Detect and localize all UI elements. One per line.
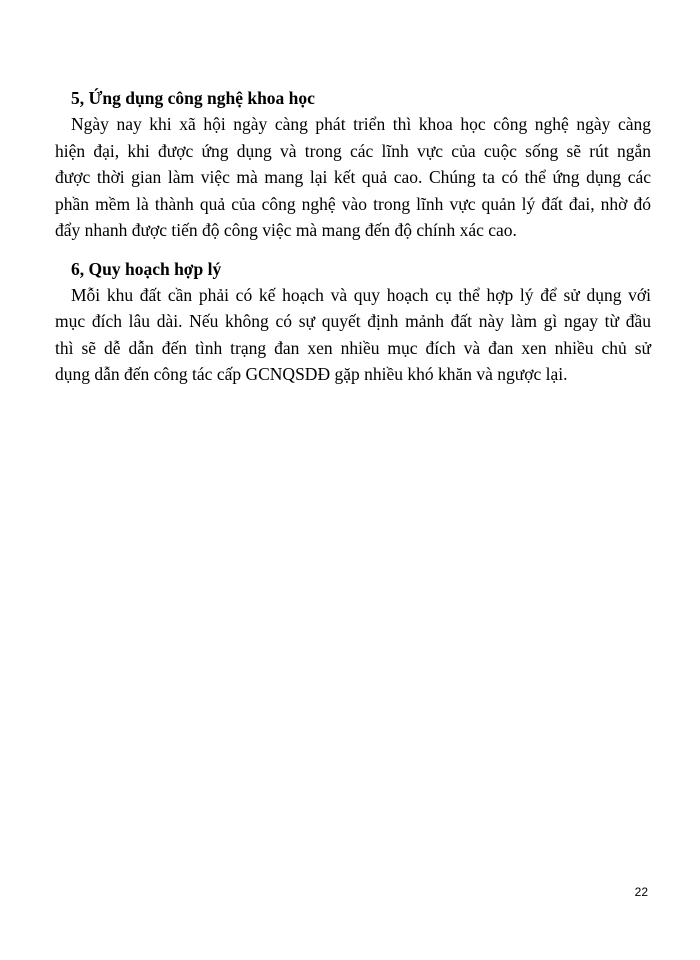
section-heading: 5, Ứng dụng công nghệ khoa học (71, 88, 315, 108)
section-paragraph (55, 111, 651, 244)
section-planning (55, 256, 651, 388)
section-paragraph (55, 282, 651, 388)
paragraph-line: dụng dẫn đến công tác cấp GCNQSDĐ gặp nhiều khó khăn và ngược lại. (55, 364, 568, 384)
paragraph-line: Mỗi khu đất cần phải có kế hoạch và quy hoạch cụ thể hợp lý để sử dụng với (71, 284, 651, 305)
paragraph-line: Ngày nay khi xã hội ngày càng phát triển thì khoa học công nghệ ngày càng (71, 114, 651, 134)
paragraph-line: phần mềm là thành quả của công nghệ vào trong lĩnh vực quản lý đất đai, nhờ đó (55, 193, 651, 214)
paragraph-line: được thời gian làm việc mà mang lại kết quả cao. Chúng ta có thể ứng dụng các (55, 167, 651, 187)
document-body (55, 85, 651, 400)
section-technology (55, 85, 651, 244)
paragraph-line: đẩy nhanh được tiến độ công việc mà mang đến độ chính xác cao. (55, 220, 517, 240)
section-heading: 6, Quy hoạch hợp lý (71, 258, 222, 279)
paragraph-line: hiện đại, khi được ứng dụng và trong các lĩnh vực của cuộc sống sẽ rút ngắn (55, 140, 651, 161)
page-number: 22 (634, 885, 648, 899)
paragraph-line: thì sẽ dễ dẫn đến tình trạng đan xen nhiều mục đích và đan xen nhiều chủ sử (55, 337, 651, 358)
paragraph-line: mục đích lâu dài. Nếu không có sự quyết định mảnh đất này làm gì ngay từ đầu (55, 311, 651, 331)
